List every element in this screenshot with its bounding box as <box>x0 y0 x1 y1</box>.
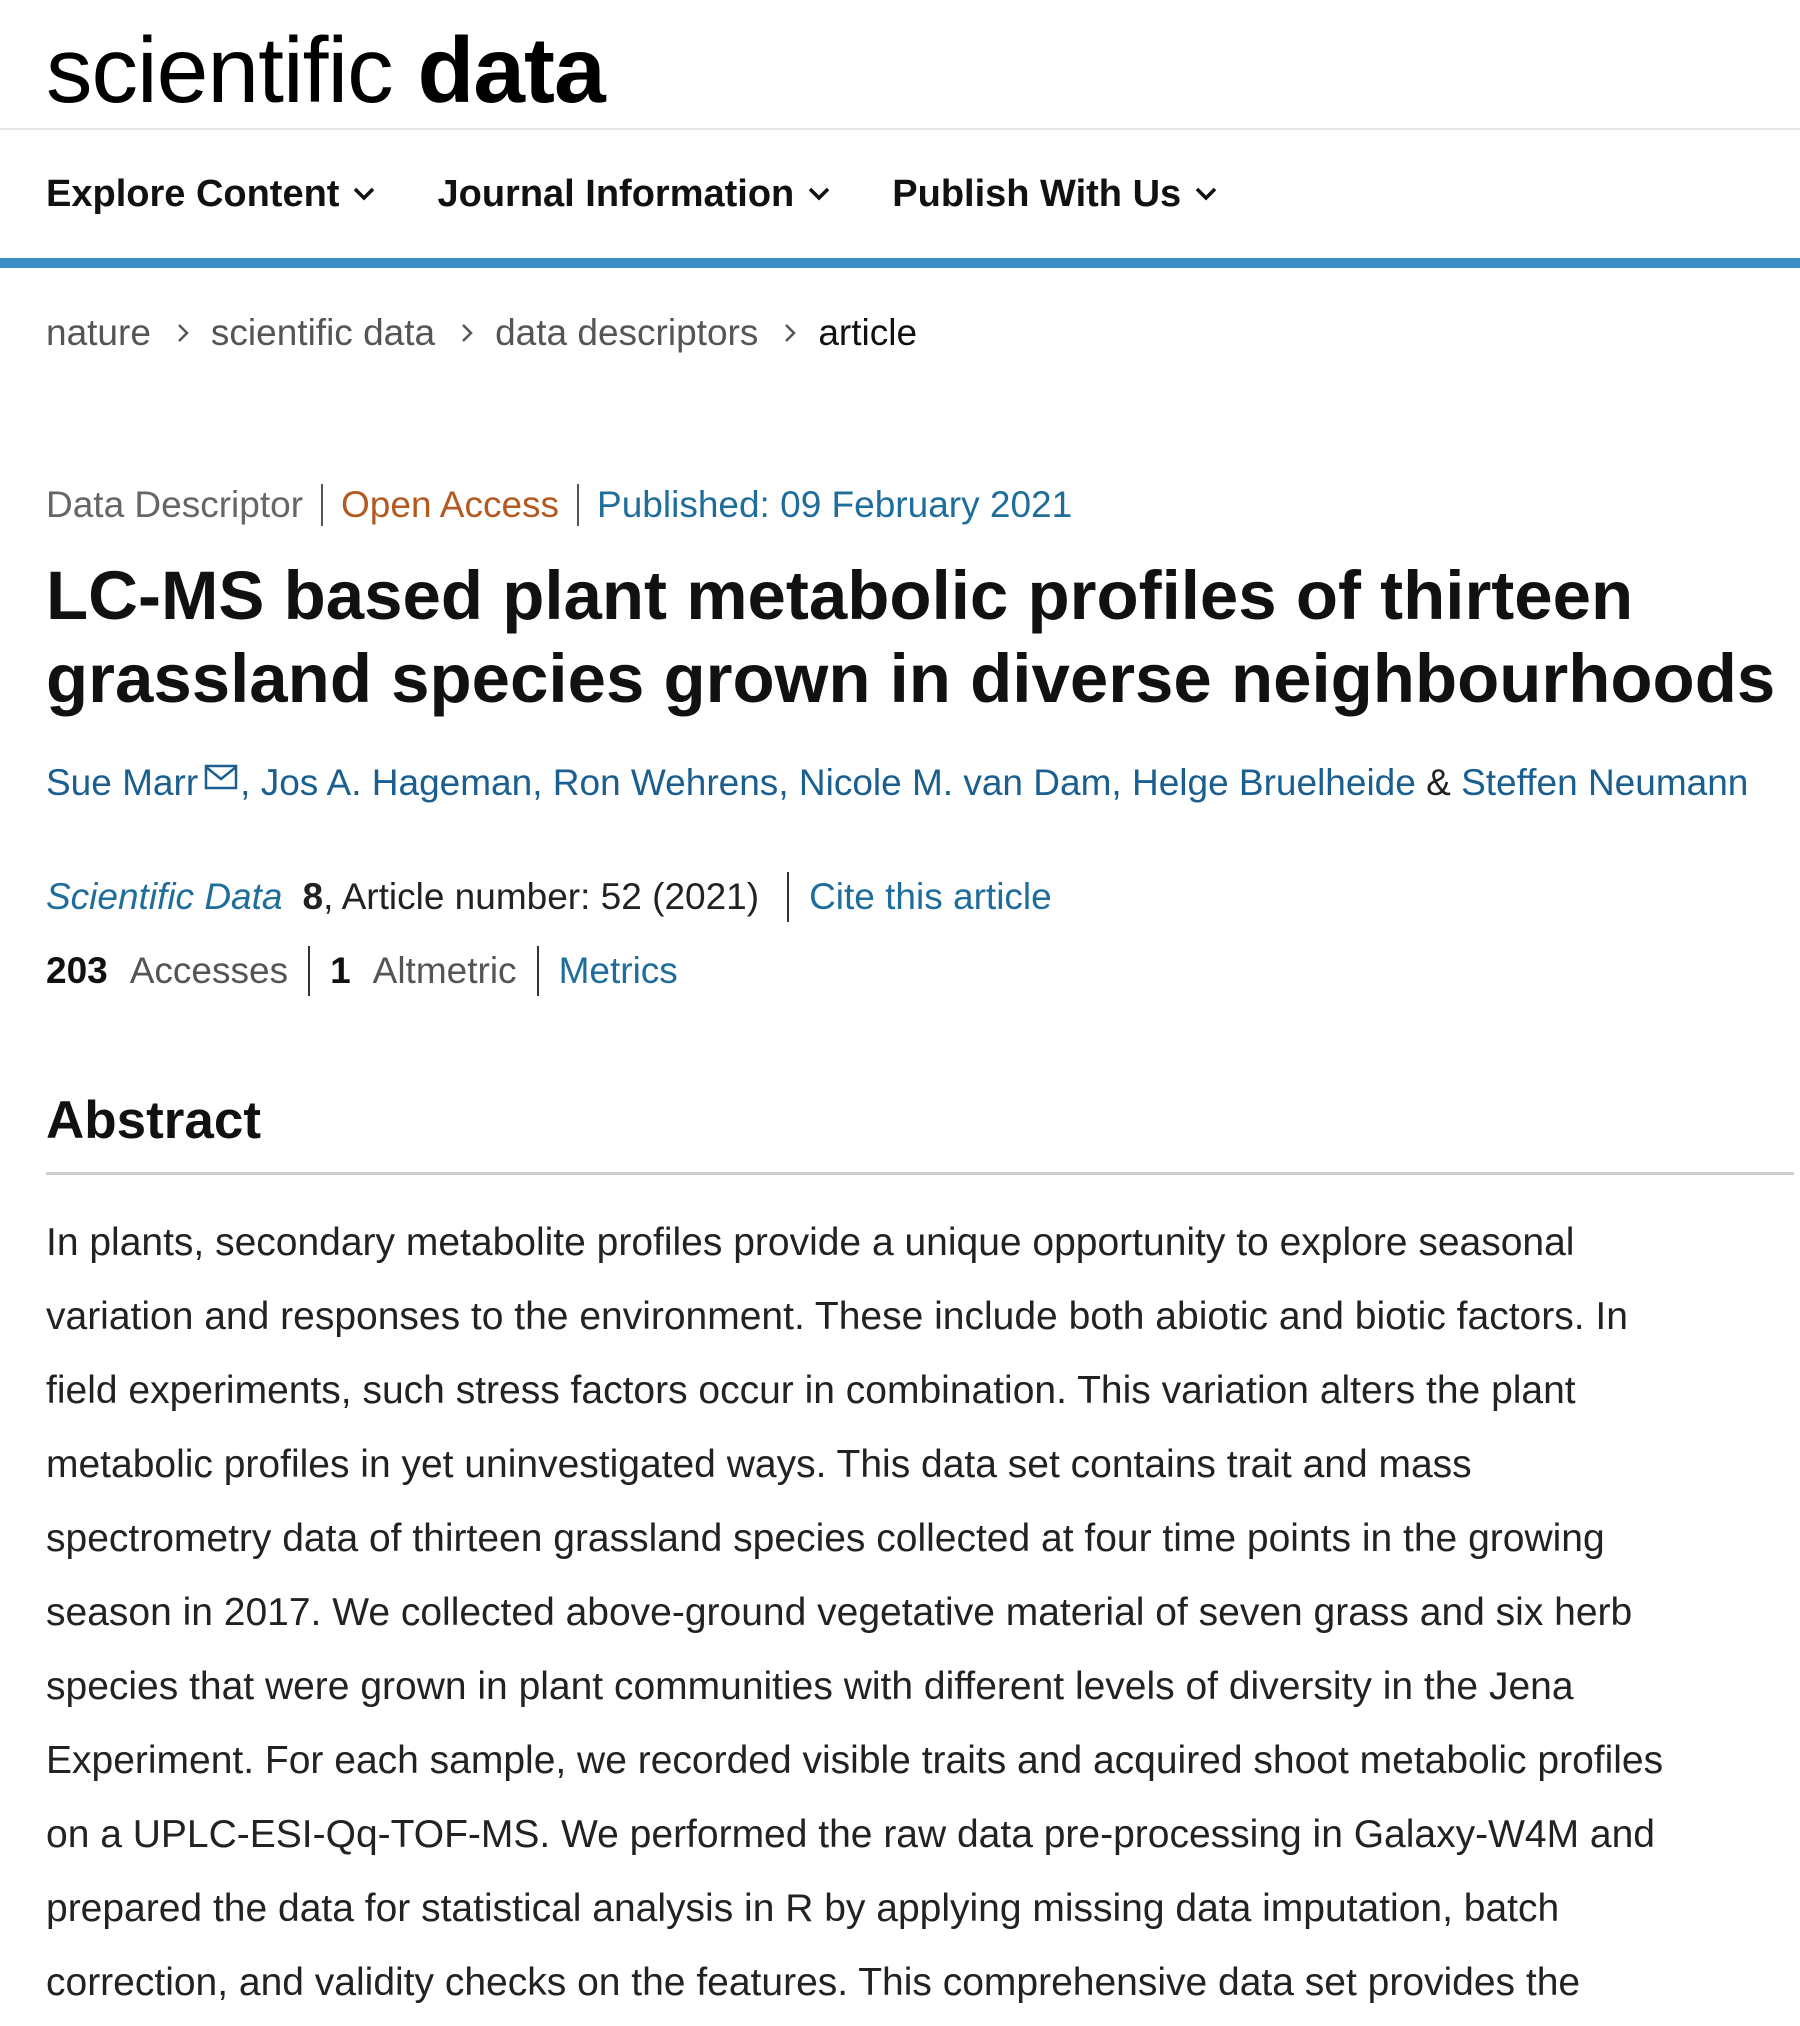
abstract-heading: Abstract <box>46 1091 262 1150</box>
author-link[interactable]: Ron Wehrens <box>552 762 779 803</box>
author-list <box>46 762 1748 804</box>
citation-line <box>46 872 1052 922</box>
author-link[interactable]: Helge Bruelheide <box>1131 762 1416 803</box>
abstract-line: species that were grown in plant communities with different levels of diversity in the Jena <box>46 1665 1574 1708</box>
abstract-line: field experiments, such stress factors occur in combination. This variation alters the plant <box>46 1369 1576 1412</box>
breadcrumb <box>46 312 917 354</box>
author-link[interactable]: Jos A. Hageman <box>260 762 533 803</box>
chevron-right-icon <box>461 323 473 343</box>
site-header <box>0 0 1800 130</box>
abstract-line: correction, and validity checks on the features. This comprehensive data set provides the <box>46 1961 1581 2004</box>
divider <box>787 872 789 922</box>
nav-explore-content-label: Explore Content <box>46 172 340 215</box>
article-metrics <box>46 946 678 996</box>
chevron-down-icon <box>353 187 375 201</box>
open-access-badge: Open Access <box>323 484 579 526</box>
divider <box>308 946 310 996</box>
breadcrumb-data-descriptors[interactable]: data descriptors <box>495 312 759 353</box>
nav-publish-with-us[interactable] <box>892 173 1217 216</box>
abstract-line: Experiment. For each sample, we recorded visible traits and acquired shoot metabolic profiles <box>46 1739 1664 1782</box>
author-separator: , <box>532 762 553 803</box>
journal-name-link[interactable]: Scientific Data <box>46 876 283 917</box>
altmetric-label: Altmetric <box>372 950 517 991</box>
abstract-line: spectrometry data of thirteen grassland species collected at four time points in the growing <box>46 1517 1605 1560</box>
altmetric-count: 1 <box>330 950 351 991</box>
abstract-line: prepared the data for statistical analysis in R by applying missing data imputation, batch <box>46 1887 1560 1930</box>
article-number: , Article number: 52 (2021) <box>323 876 760 917</box>
chevron-right-icon <box>784 323 796 343</box>
mail-icon[interactable] <box>204 764 238 792</box>
abstract-line: season in 2017. We collected above-ground vegetative material of seven grass and six herb <box>46 1591 1633 1634</box>
main-navigation <box>0 130 1800 268</box>
abstract-line: on a UPLC-ESI-Qq-TOF-MS. We performed the raw data pre-processing in Galaxy-W4M and <box>46 1813 1655 1856</box>
logo-bold-text: data <box>417 18 605 122</box>
divider <box>537 946 539 996</box>
volume-number: 8 <box>302 876 324 917</box>
abstract-text <box>46 1206 1786 2020</box>
author-link[interactable]: Steffen Neumann <box>1461 762 1749 803</box>
abstract-line: variation and responses to the environment. These include both abiotic and biotic factors. In <box>46 1295 1628 1338</box>
abstract-line: In plants, secondary metabolite profiles provide a unique opportunity to explore seasonal <box>46 1221 1575 1264</box>
metrics-link[interactable]: Metrics <box>558 950 678 991</box>
article-meta <box>46 484 1072 526</box>
chevron-down-icon <box>1195 187 1217 201</box>
chevron-right-icon <box>177 323 189 343</box>
breadcrumb-current: article <box>818 312 918 353</box>
abstract-divider <box>46 1172 1794 1175</box>
chevron-down-icon <box>808 187 830 201</box>
nav-explore-content[interactable] <box>46 173 375 216</box>
author-link[interactable]: Nicole M. van Dam <box>798 762 1112 803</box>
author-link[interactable]: Sue Marr <box>46 762 199 803</box>
author-separator: , <box>778 762 799 803</box>
author-ampersand: & <box>1415 762 1462 803</box>
article-type: Data Descriptor <box>46 484 323 526</box>
nav-publish-with-us-label: Publish With Us <box>892 172 1182 215</box>
breadcrumb-nature[interactable]: nature <box>46 312 151 353</box>
author-separator: , <box>1111 762 1132 803</box>
article-title <box>46 554 1776 720</box>
abstract-line: metabolic profiles in yet uninvestigated ways. This data set contains trait and mass <box>46 1443 1472 1486</box>
published-date: Published: 09 February 2021 <box>597 484 1073 525</box>
accesses-label: Accesses <box>129 950 289 991</box>
title-line: grassland species grown in diverse neighbourhoods <box>46 640 1776 717</box>
nav-journal-information[interactable] <box>437 173 830 216</box>
cite-this-article-link[interactable]: Cite this article <box>809 876 1052 917</box>
journal-logo[interactable] <box>46 14 605 126</box>
accesses-count: 203 <box>46 950 108 991</box>
author-separator: , <box>240 762 261 803</box>
title-line: LC-MS based plant metabolic profiles of thirteen <box>46 557 1634 634</box>
breadcrumb-scientific-data[interactable]: scientific data <box>210 312 436 353</box>
logo-light-text: scientific <box>46 18 393 122</box>
nav-journal-information-label: Journal Information <box>437 172 795 215</box>
